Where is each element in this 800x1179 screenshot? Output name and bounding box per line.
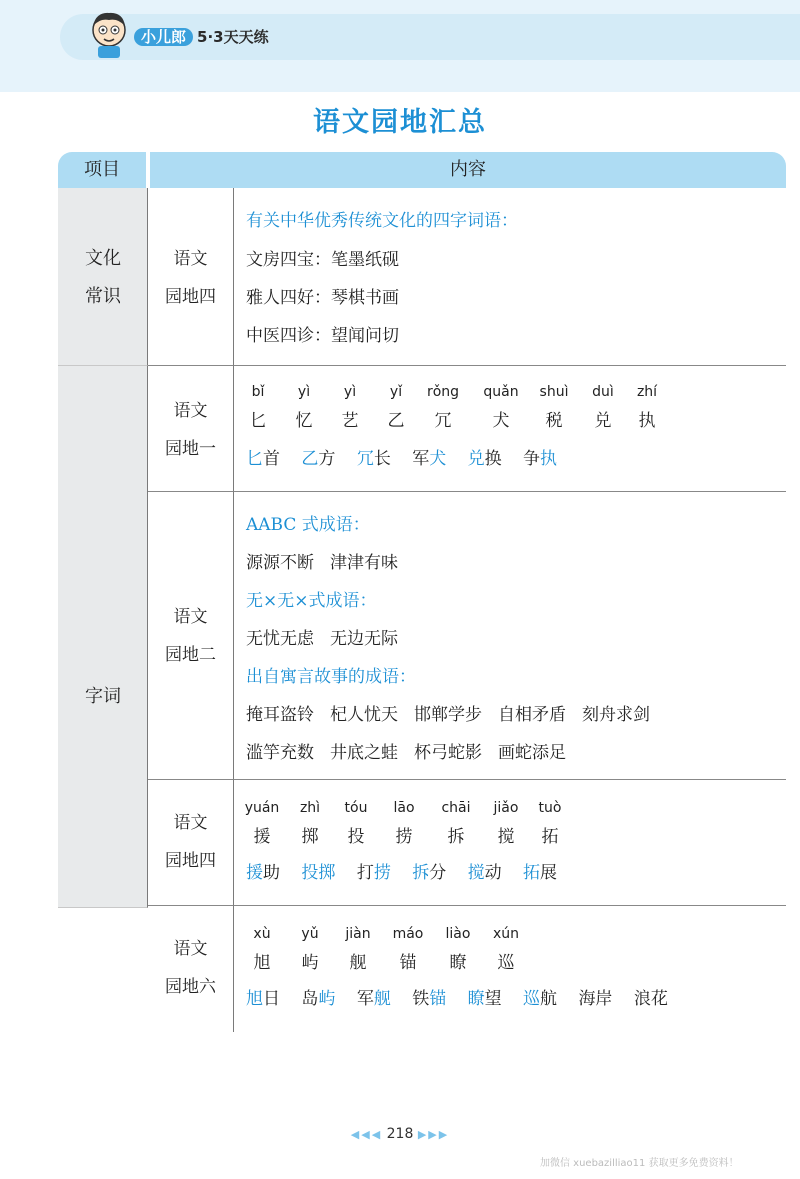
column-header-content: 内容 (150, 152, 786, 188)
word: 搅动 (467, 863, 502, 883)
sub-label: 园地六 (165, 977, 216, 997)
category-label: 常识 (85, 286, 121, 307)
content-cell-r2 (234, 492, 786, 780)
sub-label: 语文 (173, 939, 208, 959)
word: 冗长 (356, 449, 391, 469)
char: 税 (545, 411, 563, 431)
watermark: 加微信 xuebazilliao11 获取更多免费资料！ (540, 1158, 739, 1169)
idiom-row: 源源不断 津津有味 (246, 553, 398, 573)
word: 匕首 (246, 449, 280, 469)
word: 军舰 (356, 989, 391, 1009)
culture-line: 中医四诊：望闻问切 (246, 326, 399, 346)
word-row-r1 (246, 444, 573, 469)
word: 拆分 (412, 863, 447, 883)
sub-label: 园地二 (165, 645, 216, 665)
idiom-heading: 无×无×式成语： (246, 591, 377, 611)
word: 岛屿 (301, 989, 336, 1009)
word: 打捞 (356, 863, 391, 883)
pinyin: quǎn (483, 384, 519, 400)
page-number-text: 218 (386, 1126, 414, 1142)
word: 争执 (523, 449, 558, 469)
category-label: 字词 (85, 686, 121, 707)
culture-line: 文房四宝：笔墨纸砚 (246, 250, 399, 270)
pinyin: yì (343, 384, 357, 400)
idiom-heading: AABC 式成语： (246, 515, 370, 535)
summary-table (58, 188, 786, 1009)
char: 艺 (341, 411, 359, 431)
word: 海岸 (578, 989, 613, 1009)
char: 冗 (434, 411, 452, 431)
category-label: 文化 (85, 248, 121, 269)
sub-label: 园地四 (165, 851, 216, 871)
sub-label: 语文 (173, 401, 208, 421)
sub-cell-r1 (148, 366, 234, 492)
culture-heading: 有关中华优秀传统文化的四字词语： (246, 211, 518, 231)
content-cell-r4: xù yǔ jiàn máo liào xún 旭 屿 舰 锚 瞭 巡 旭日 岛屿 军舰 铁锚 瞭望 巡航 海岸 浪花 (234, 906, 786, 1032)
sub-label: 语文 (173, 249, 208, 269)
sub-cell-r3 (148, 780, 234, 906)
word: 拓展 (523, 863, 558, 883)
word: 乙方 (301, 449, 336, 469)
page-title: 语文园地汇总 (313, 107, 487, 138)
char: 忆 (295, 411, 313, 431)
series-name: 5·3天天练 (197, 28, 269, 46)
word: 瞭望 (467, 989, 502, 1009)
word: 铁锚 (412, 989, 447, 1009)
pinyin: yì (297, 384, 311, 400)
category-cell-words (58, 366, 148, 908)
pinyin: rǒng (426, 384, 460, 400)
culture-line: 雅人四好：琴棋书画 (246, 288, 399, 308)
idiom-row: 无忧无虑 无边无际 (246, 629, 398, 649)
char: 匕 (249, 411, 267, 431)
word: 兑换 (467, 449, 502, 469)
content-cell-r3: yuán zhì tóu lāo chāi jiǎo tuò 援 掷 投 捞 拆 搅 拓 援助 投掷 打捞 拆分 搅动 拓展 (234, 780, 786, 906)
word-row-r4 (246, 984, 684, 1009)
word: 巡航 (523, 989, 558, 1009)
char: 兑 (594, 411, 612, 431)
word: 投掷 (301, 863, 336, 883)
char: 乙 (387, 411, 405, 431)
idiom-row: 滥竽充数 井底之蛙 杯弓蛇影 画蛇添足 (246, 743, 566, 763)
word: 军犬 (412, 449, 447, 469)
word-row-r3 (246, 858, 573, 883)
content-cell-culture (234, 188, 786, 366)
char: 犬 (492, 411, 510, 431)
brand-label: 小儿郎 (134, 28, 193, 46)
pinyin: yǐ (389, 384, 403, 400)
pinyin: zhí (636, 384, 658, 400)
sub-label: 语文 (173, 607, 208, 627)
pinyin: duì (592, 384, 614, 400)
word: 旭日 (246, 989, 280, 1009)
sub-label: 语文 (173, 813, 208, 833)
idiom-row: 掩耳盗铃 杞人忧天 邯郸学步 自相矛盾 刻舟求剑 (246, 705, 650, 725)
sub-cell-r4 (148, 906, 234, 1032)
pinyin: bǐ (251, 384, 265, 400)
idiom-heading: 出自寓言故事的成语： (246, 667, 416, 687)
page-number (0, 1126, 800, 1142)
sub-label: 园地四 (165, 287, 216, 307)
sub-label: 园地一 (165, 439, 216, 459)
pinyin: shuì (539, 384, 569, 400)
category-cell-culture (58, 188, 148, 366)
word: 援助 (246, 863, 280, 883)
content-cell-r1 (234, 366, 786, 492)
word: 浪花 (633, 989, 668, 1009)
series-label (134, 24, 269, 50)
column-header-item: 项目 (58, 152, 146, 188)
table-header (58, 152, 786, 188)
next-arrows-icon: ▶▶▶ (417, 1128, 450, 1141)
mascot-icon (86, 8, 132, 58)
sub-cell-culture (148, 188, 234, 366)
char: 执 (638, 411, 656, 431)
prev-arrows-icon: ◀◀◀ (350, 1128, 383, 1141)
sub-cell-r2 (148, 492, 234, 780)
